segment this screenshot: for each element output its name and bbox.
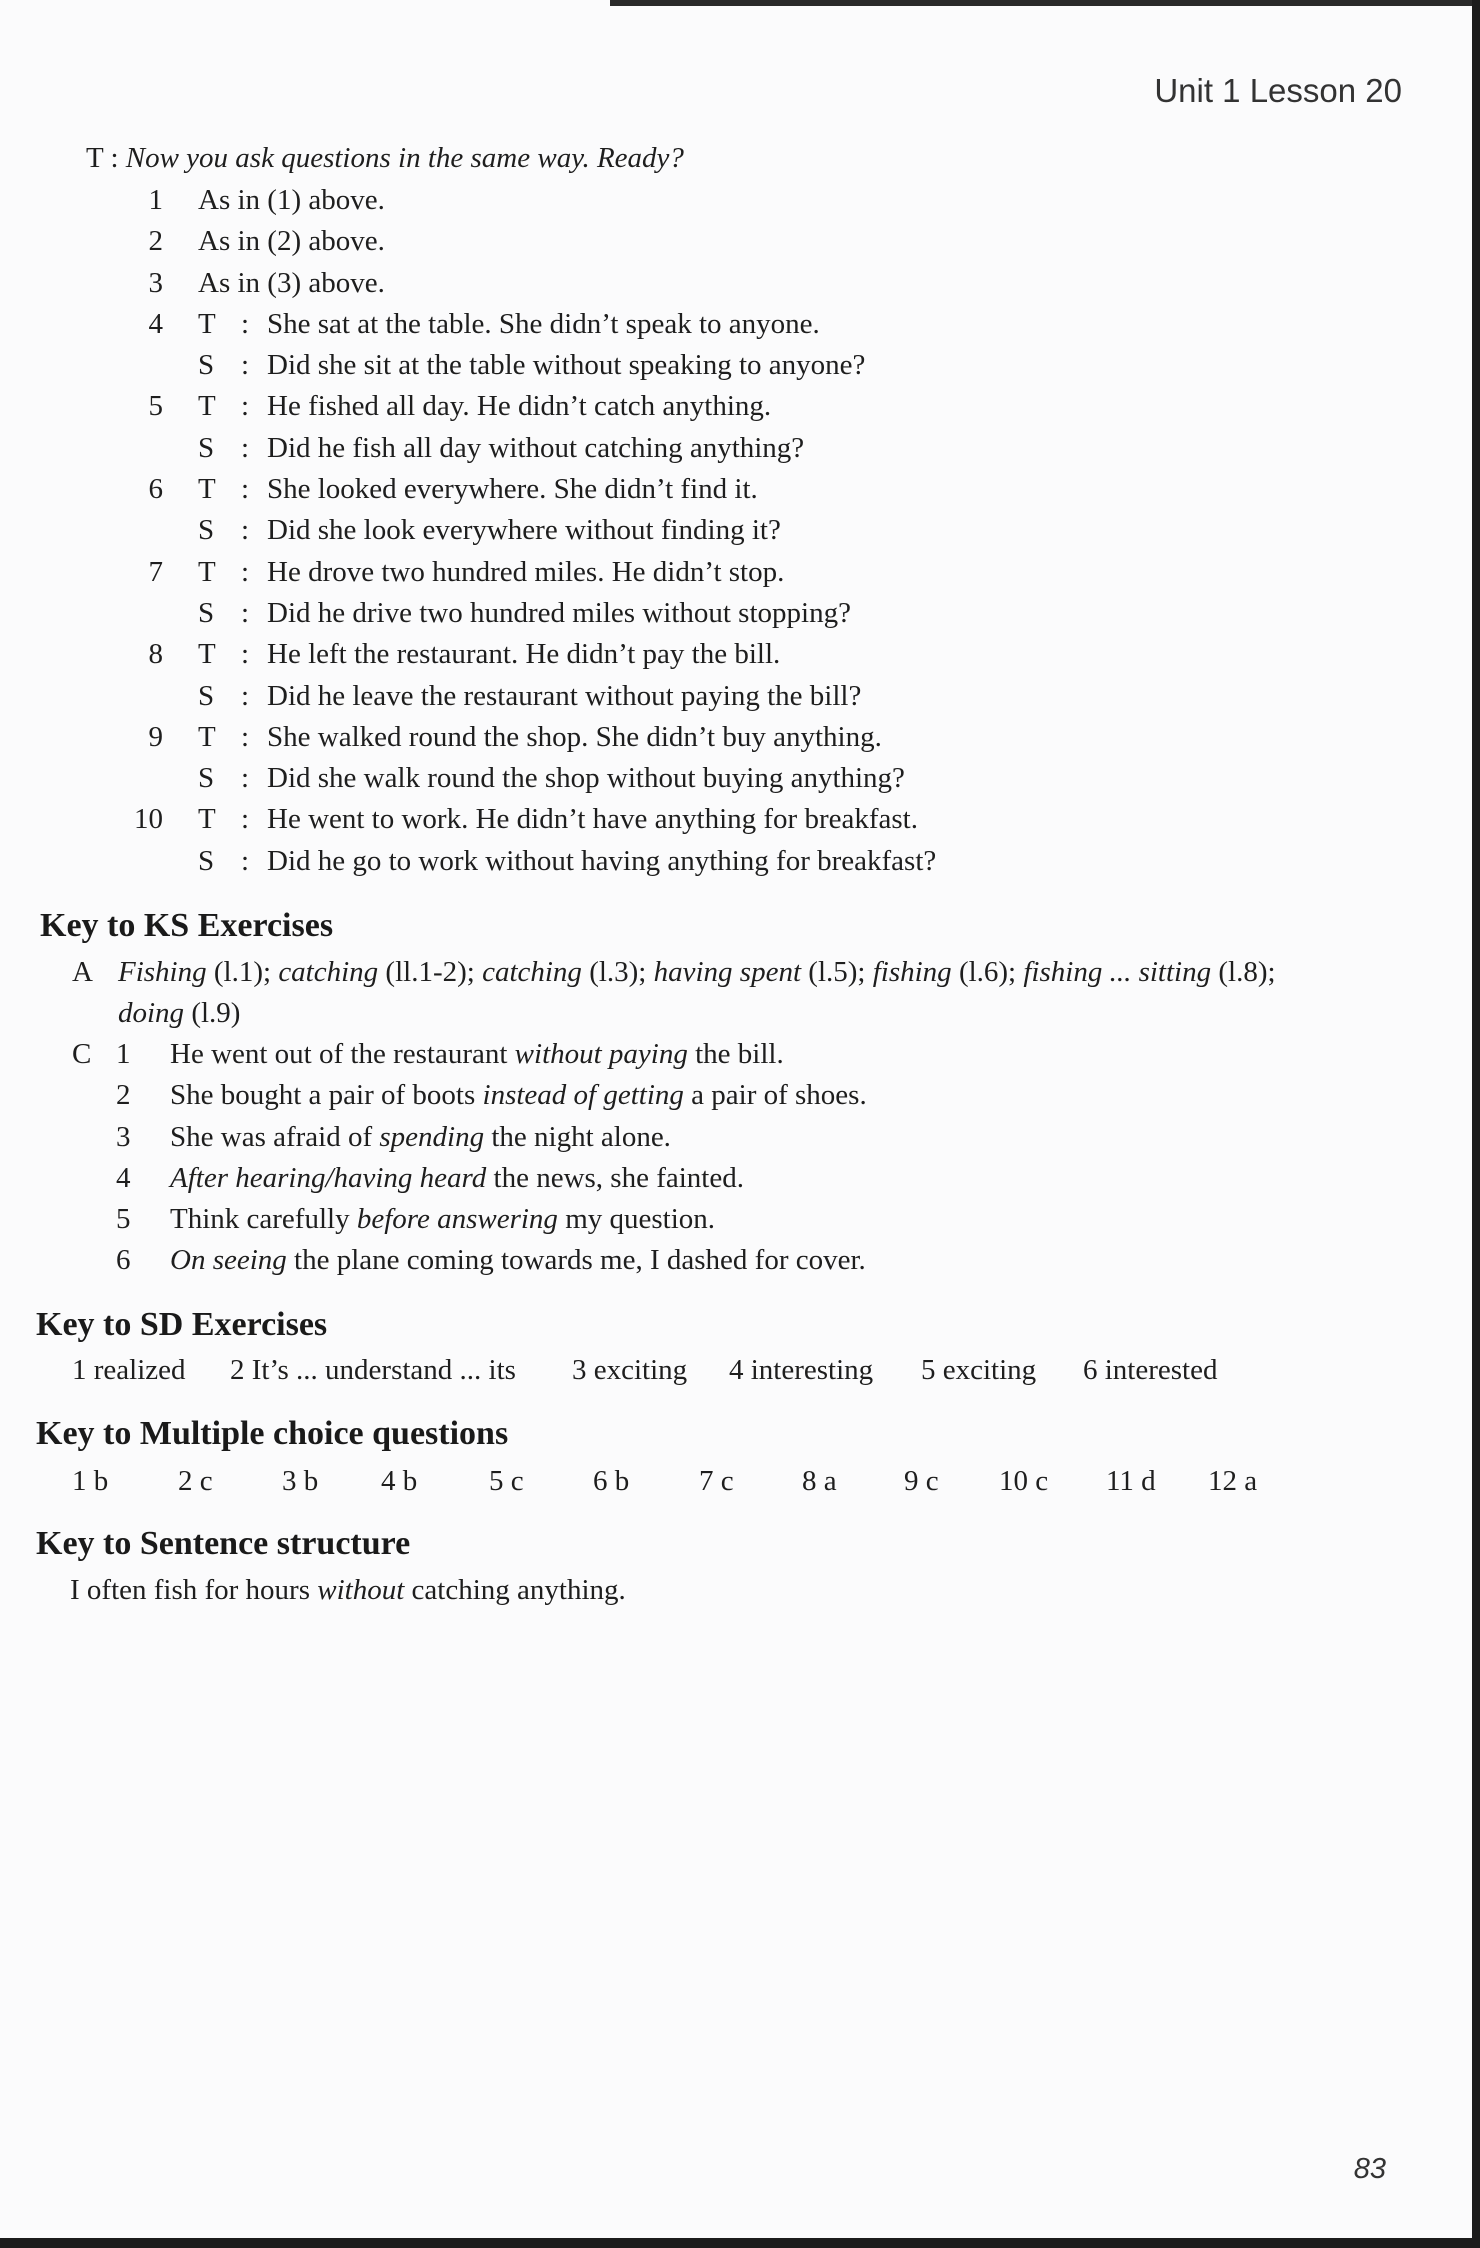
sd-answer: 5 exciting (921, 1354, 1037, 1386)
drill-text: Did she walk round the shop without buying anything? (267, 762, 905, 795)
ks-c-text (170, 1158, 744, 1199)
drill-number: 10 (134, 803, 163, 836)
ks-c-number: 1 (116, 1038, 131, 1070)
ks-c-label: C (72, 1038, 92, 1070)
mc-answer: 11 d (1106, 1465, 1156, 1497)
ks-c-text (170, 1240, 866, 1281)
drill-colon: : (241, 844, 250, 877)
drill-speaker: S (198, 596, 215, 629)
text-run: catching anything. (404, 1574, 626, 1606)
drill-text: He went to work. He didn’t have anything for breakfast. (267, 803, 918, 836)
mc-answer: 7 c (699, 1465, 734, 1497)
drill-text: Did he fish all day without catching anything? (267, 431, 805, 464)
drill-text: As in (1) above. (198, 184, 385, 216)
drill-text: He left the restaurant. He didn’t pay the bill. (267, 638, 781, 671)
drill-text: Did he go to work without having anything for breakfast? (267, 844, 937, 877)
drill-speaker: S (198, 431, 215, 464)
text-run: the night alone. (484, 1120, 671, 1153)
drill-text: Did she sit at the table without speaking to anyone? (267, 349, 866, 382)
drill-text: She walked round the shop. She didn’t buy anything. (267, 720, 882, 753)
text-run: She was afraid of (170, 1120, 380, 1153)
drill-colon: : (241, 638, 250, 671)
text-run: (l.6); (951, 956, 1024, 988)
drill-number: 4 (148, 307, 163, 340)
page-number: 83 (1353, 2153, 1386, 2185)
drill-speaker: T (198, 720, 216, 753)
text-run: a pair of shoes. (683, 1079, 867, 1112)
drill-number: 1 (148, 184, 163, 216)
italic-answer: without paying (514, 1038, 688, 1070)
drill-colon: : (241, 349, 250, 382)
heading-multiple-choice: Key to Multiple choice questions (36, 1415, 509, 1452)
italic-answer: before answering (356, 1203, 558, 1236)
italic-answer: doing (118, 997, 185, 1029)
drill-speaker: S (198, 762, 215, 795)
text-run: (l.1); (206, 956, 279, 988)
drill-colon: : (241, 390, 250, 423)
sd-answer: 6 interested (1083, 1354, 1218, 1386)
drill-colon: : (241, 803, 250, 836)
heading-sentence-structure: Key to Sentence structure (36, 1525, 411, 1562)
sd-answer: 4 interesting (729, 1354, 874, 1386)
text-run: the news, she fainted. (486, 1161, 744, 1194)
drill-text: Did he drive two hundred miles without stopping? (267, 596, 851, 629)
text-run: I often fish for hours (70, 1574, 318, 1606)
sd-answer: 3 exciting (572, 1354, 688, 1386)
drill-text: As in (2) above. (198, 225, 385, 258)
mc-answer: 3 b (282, 1465, 319, 1497)
ks-a-label: A (72, 956, 93, 988)
heading-ks-exercises: Key to KS Exercises (40, 907, 334, 944)
drill-text: Did she look everywhere without finding it? (267, 514, 781, 547)
drill-speaker: T (198, 473, 216, 506)
drill-number: 9 (148, 720, 163, 753)
ks-c-text (170, 1075, 867, 1116)
drill-text: He fished all day. He didn’t catch anything. (267, 390, 772, 423)
drill-text: She sat at the table. She didn’t speak to anyone. (267, 307, 820, 340)
mc-answer: 10 c (999, 1465, 1049, 1497)
text-run: (l.9) (184, 997, 241, 1029)
drill-colon: : (241, 720, 250, 753)
italic-answer: catching (278, 956, 379, 988)
drill-prompt (86, 138, 684, 179)
mc-answer: 2 c (178, 1465, 213, 1497)
drill-text: He drove two hundred miles. He didn’t stop. (267, 555, 785, 588)
mc-answer: 1 b (72, 1465, 109, 1497)
drill-text: She looked everywhere. She didn’t find it. (267, 473, 758, 506)
ss-answer (70, 1570, 626, 1611)
text-run: (l.3); (581, 956, 654, 988)
drill-number: 6 (148, 473, 163, 506)
ks-c-number: 3 (116, 1120, 131, 1153)
drill-colon: : (241, 596, 250, 629)
drill-number: 8 (148, 638, 163, 671)
text-run: He went out of the restaurant (170, 1038, 515, 1070)
drill-speaker: S (198, 844, 215, 877)
text-run: (l.8); (1211, 956, 1276, 988)
mc-answer: 9 c (904, 1465, 939, 1497)
text-run: the plane coming towards me, I dashed for cover. (286, 1244, 866, 1277)
drill-number: 3 (148, 266, 163, 299)
drill-number: 7 (148, 555, 163, 588)
italic-answer: having spent (653, 956, 802, 988)
italic-answer: fishing ... sitting (1023, 956, 1212, 988)
drill-colon: : (241, 514, 250, 547)
drill-speaker: S (198, 514, 215, 547)
drill-speaker: T (198, 803, 216, 836)
drill-text: Did he leave the restaurant without paying the bill? (267, 679, 862, 712)
drill-speaker: T (198, 638, 216, 671)
ks-c-number: 2 (116, 1079, 131, 1112)
italic-answer: spending (379, 1120, 485, 1153)
drill-colon: : (241, 307, 250, 340)
italic-answer: instead of getting (482, 1079, 684, 1112)
italic-answer: without (317, 1574, 405, 1606)
heading-sd-exercises: Key to SD Exercises (36, 1306, 328, 1343)
drill-speaker: S (198, 349, 215, 382)
scan-edge-bottom (0, 2238, 1480, 2248)
ks-c-text (170, 1034, 784, 1075)
ks-c-text (170, 1117, 671, 1158)
text-run: my question. (557, 1203, 716, 1236)
drill-speaker: T (198, 307, 216, 340)
mc-answer: 12 a (1208, 1465, 1258, 1497)
drill-number: 2 (148, 225, 163, 258)
mc-answer: 5 c (489, 1465, 524, 1497)
prompt-speaker: T : (86, 142, 119, 174)
prompt-text: Now you ask questions in the same way. Ready? (125, 142, 684, 174)
mc-answer: 8 a (802, 1465, 837, 1497)
italic-answer: On seeing (170, 1244, 287, 1277)
text-run: Think carefully (170, 1203, 357, 1236)
sd-answer: 1 realized (72, 1354, 186, 1386)
italic-answer: catching (482, 956, 582, 988)
scan-edge-top (610, 0, 1480, 6)
ks-a-line-2 (118, 993, 240, 1034)
drill-colon: : (241, 679, 250, 712)
drill-number: 5 (148, 390, 163, 423)
ks-c-number: 5 (116, 1203, 131, 1236)
ks-c-text (170, 1199, 715, 1240)
drill-speaker: T (198, 555, 216, 588)
italic-answer: fishing (872, 956, 952, 988)
drill-colon: : (241, 431, 250, 464)
mc-answer: 4 b (381, 1465, 418, 1497)
text-run: She bought a pair of boots (170, 1079, 483, 1112)
text-run: (ll.1-2); (378, 956, 483, 988)
drill-speaker: T (198, 390, 216, 423)
drill-colon: : (241, 555, 250, 588)
mc-answer: 6 b (593, 1465, 630, 1497)
text-run: the bill. (687, 1038, 784, 1070)
italic-answer: Fishing (118, 956, 207, 988)
sd-answer: 2 It’s ... understand ... its (230, 1354, 516, 1386)
drill-text: As in (3) above. (198, 266, 385, 299)
running-head: Unit 1 Lesson 20 (1154, 72, 1402, 109)
italic-answer: After hearing/having heard (170, 1161, 487, 1194)
text-run: (l.5); (801, 956, 873, 988)
drill-colon: : (241, 473, 250, 506)
drill-speaker: S (198, 679, 215, 712)
ks-c-number: 6 (116, 1244, 131, 1277)
drill-colon: : (241, 762, 250, 795)
scan-edge-right (1472, 0, 1480, 2248)
ks-a-line-1 (118, 952, 1276, 993)
ks-c-number: 4 (116, 1161, 131, 1194)
